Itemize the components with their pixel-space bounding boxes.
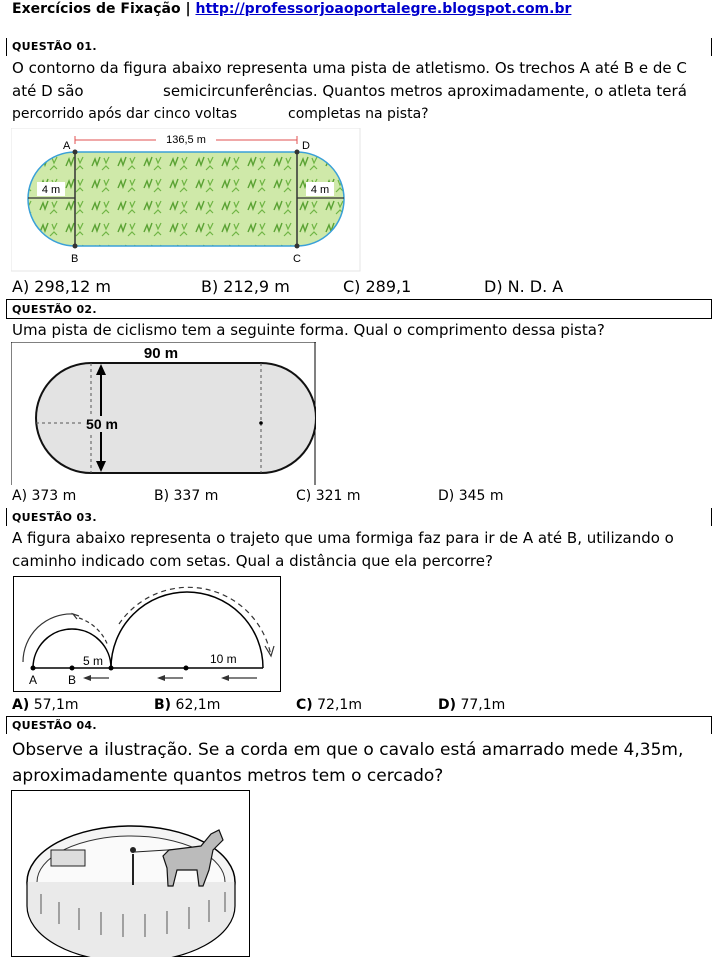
q2-option-a[interactable]: A) 373 m bbox=[12, 488, 77, 504]
q1-text-line3b: completas na pista? bbox=[288, 106, 429, 122]
q2-width-label: 50 m bbox=[86, 416, 118, 432]
q1-length-label: 136,5 m bbox=[166, 134, 206, 146]
page-header bbox=[12, 1, 571, 17]
q1-width-left-label: 4 m bbox=[41, 184, 61, 196]
q1-option-a[interactable]: A) 298,12 m bbox=[12, 277, 111, 296]
q3-right-bar bbox=[711, 508, 712, 526]
q2-track-figure bbox=[11, 342, 316, 485]
q1-point-a: A bbox=[63, 140, 71, 152]
q3-label: QUESTÃO 03. bbox=[12, 511, 97, 524]
q1-option-b[interactable]: B) 212,9 m bbox=[201, 277, 290, 296]
q1-left-bar bbox=[6, 38, 7, 56]
q4-left-bar bbox=[6, 716, 7, 734]
q2-option-d[interactable]: D) 345 m bbox=[438, 488, 504, 504]
q2-option-c[interactable]: C) 321 m bbox=[296, 488, 361, 504]
q3-large-label: 10 m bbox=[210, 652, 237, 666]
q1-text-line2b: semicircunferências. Quantos metros aproximadamente, o atleta terá bbox=[163, 82, 687, 100]
q3-point-a: A bbox=[29, 673, 38, 687]
q3-left-bar bbox=[6, 508, 7, 526]
q1-option-d[interactable]: D) N. D. A bbox=[484, 277, 564, 296]
q1-text-line1: O contorno da figura abaixo representa uma pista de atletismo. Os trechos A até B e de C bbox=[12, 59, 687, 77]
q1-right-bar bbox=[711, 38, 712, 56]
q1-width-right-label: 4 m bbox=[310, 184, 330, 196]
q4-text-line1: Observe a ilustração. Se a corda em que o cavalo está amarrado mede 4,35m, bbox=[12, 740, 684, 760]
q3-small-label: 5 m bbox=[83, 654, 104, 668]
q3-option-a[interactable]: A) 57,1m bbox=[12, 697, 79, 713]
q4-label: QUESTÃO 04. bbox=[12, 719, 97, 732]
q3-text-line1: A figura abaixo representa o trajeto que uma formiga faz para ir de A até B, utilizando o bbox=[12, 529, 674, 547]
q4-corral-figure bbox=[11, 790, 250, 957]
q1-point-b: B bbox=[71, 253, 79, 265]
q4-top-rule bbox=[6, 716, 712, 717]
q1-text-line2a: até D são bbox=[12, 82, 84, 100]
q1-text-line3a: percorrido após dar cinco voltas bbox=[12, 106, 237, 122]
q1-label: QUESTÃO 01. bbox=[12, 40, 97, 53]
blog-link[interactable]: http://professorjoaoportalegre.blogspot.com.br bbox=[195, 1, 572, 17]
q3-point-b: B bbox=[68, 673, 77, 687]
q2-label: QUESTÃO 02. bbox=[12, 303, 97, 316]
q4-right-bar bbox=[711, 716, 712, 734]
q1-track-figure bbox=[11, 128, 361, 272]
q4-text-line2: aproximadamente quantos metros tem o cercado? bbox=[12, 766, 444, 786]
q2-text: Uma pista de ciclismo tem a seguinte forma. Qual o comprimento dessa pista? bbox=[12, 321, 605, 339]
q2-option-b[interactable]: B) 337 m bbox=[154, 488, 219, 504]
header-separator: | bbox=[185, 1, 191, 17]
q3-option-b[interactable]: B) 62,1m bbox=[154, 697, 221, 713]
q1-point-c: C bbox=[293, 253, 301, 265]
q3-path-figure bbox=[13, 576, 281, 692]
page-title: Exercícios de Fixação bbox=[12, 1, 181, 17]
q3-text-line2: caminho indicado com setas. Qual a distância que ela percorre? bbox=[12, 552, 493, 570]
q2-length-label: 90 m bbox=[143, 345, 179, 362]
q3-option-d[interactable]: D) 77,1m bbox=[438, 697, 506, 713]
q1-point-d: D bbox=[302, 140, 310, 152]
q1-option-c[interactable]: C) 289,1 bbox=[343, 277, 412, 296]
q2-label-box bbox=[6, 299, 712, 319]
q3-option-c[interactable]: C) 72,1m bbox=[296, 697, 362, 713]
